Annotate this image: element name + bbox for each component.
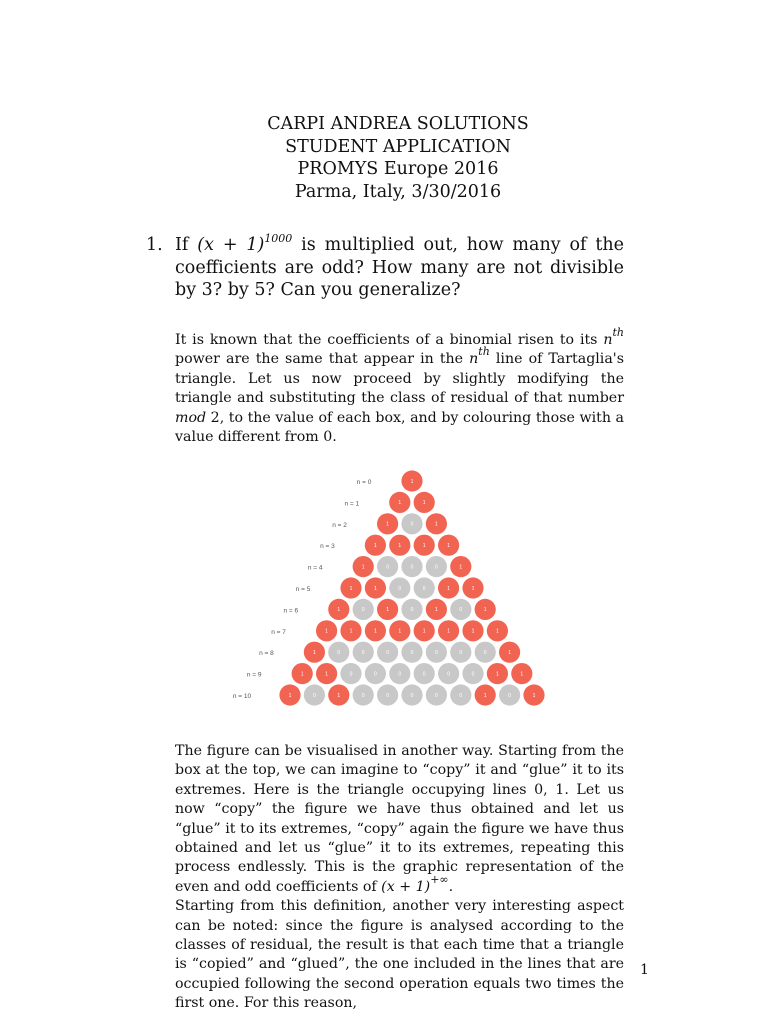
- cell-value: 0: [361, 650, 365, 656]
- question-exponent: 1000: [264, 232, 293, 245]
- cell-value: 1: [398, 628, 402, 635]
- cell-value: 0: [410, 650, 414, 656]
- cell-value: 0: [483, 650, 487, 656]
- explanation-part-2: Starting from this definition, another very interesting aspect can be noted: since the figure is analysed according to the classes of residual, the result is that each time that a triangle is “copied” and “glued”, the one included in the lines that are occupied following the second operation equals two times the first one. For this reason,: [175, 898, 624, 1012]
- cell-value: 0: [361, 692, 365, 699]
- explanation-period: .: [448, 878, 454, 895]
- cell-value: 1: [374, 543, 377, 549]
- cell-value: 0: [410, 607, 414, 614]
- cell-value: 0: [435, 564, 438, 571]
- cell-value: 1: [288, 692, 292, 699]
- program-line: PROMYS Europe 2016: [297, 159, 499, 179]
- cell-value: 1: [410, 478, 414, 485]
- cell-value: 0: [337, 650, 341, 656]
- cell-value: 0: [447, 671, 450, 678]
- mod-number: 2: [206, 409, 220, 426]
- cell-value: 1: [374, 585, 377, 592]
- cell-value: 0: [459, 607, 463, 614]
- cell-value: 1: [337, 692, 341, 699]
- cell-value: 1: [483, 692, 487, 699]
- cell-value: 1: [422, 543, 426, 549]
- cell-value: 1: [471, 585, 475, 592]
- cell-value: 1: [496, 671, 499, 678]
- row-label: n = 8: [259, 650, 274, 658]
- cell-value: 0: [410, 692, 414, 699]
- cell-value: 1: [349, 585, 353, 592]
- cell-value: 1: [508, 650, 511, 656]
- mod-symbol: mod: [175, 409, 207, 426]
- cell-value: 0: [459, 650, 463, 656]
- cell-value: 0: [410, 521, 414, 528]
- row-label: n = 7: [271, 628, 286, 636]
- cell-value: 1: [349, 628, 353, 635]
- intro-text-1: It is known that the coefficients of a binomial risen to its: [175, 332, 604, 348]
- explanation-expression: (x + 1): [381, 878, 431, 895]
- cell-value: 1: [300, 671, 304, 678]
- cell-value: 0: [508, 692, 511, 699]
- row-label: n = 10: [232, 693, 252, 700]
- cell-value: 1: [374, 628, 377, 635]
- cell-value: 0: [459, 692, 463, 699]
- cell-value: 1: [398, 500, 402, 507]
- cell-value: 0: [361, 607, 365, 614]
- application-line: STUDENT APPLICATION: [285, 136, 511, 157]
- pascal-triangle-mod2-figure: [200, 465, 575, 715]
- cell-value: 0: [374, 671, 377, 678]
- row-label: n = 4: [307, 564, 323, 572]
- nth-symbol: n: [469, 351, 479, 368]
- cell-value: 1: [325, 628, 328, 635]
- nth-superscript: th: [612, 326, 624, 339]
- cell-value: 1: [386, 521, 389, 528]
- cell-value: 1: [459, 564, 463, 571]
- cell-value: 1: [435, 521, 438, 528]
- cell-value: 1: [496, 628, 499, 635]
- question-part-1: If: [175, 235, 198, 255]
- cell-value: 1: [361, 564, 365, 571]
- explanation-part-1: [175, 742, 624, 897]
- intro-text-4: , to the value of each box, and by colouring those with a value different from 0.: [175, 409, 624, 446]
- cell-value: 1: [447, 585, 450, 592]
- explanation-text-1: The figure can be visualised in another way. Starting from the box at the top, we can imagine to “copy” it and “glue” it to its extremes. Here is the triangle occupying lines 0, 1. Let us now “copy” the figure we have thus obtained and let us “glue” it to its extremes, “copy” again the figure we have thus obtained and let us “glue” it to its extremes, repeating this process endlessly. This is the graphic representation of the even and odd coefficients of: [175, 743, 624, 895]
- cell-value: 1: [313, 650, 316, 656]
- cell-value: 1: [422, 628, 426, 635]
- cell-value: 0: [386, 692, 389, 699]
- cell-value: 1: [447, 628, 450, 635]
- cell-value: 0: [422, 585, 426, 592]
- cell-value: 1: [435, 607, 438, 614]
- cell-value: 1: [422, 500, 426, 507]
- question-expression: (x + 1): [197, 235, 265, 255]
- intro-paragraph: [175, 326, 624, 447]
- question-part-2: is multiplied out, how many of the coefficients are odd? How many are not divisible by 3? by 5? Can you generalize?: [175, 235, 625, 300]
- row-label: n = 9: [246, 671, 262, 679]
- row-label: n = 3: [320, 543, 335, 551]
- page-number: 1: [640, 962, 649, 978]
- explanation-exponent: +∞: [430, 872, 449, 886]
- cell-value: 1: [471, 628, 475, 635]
- cell-value: 1: [337, 607, 341, 614]
- cell-value: 1: [532, 692, 536, 699]
- cell-value: 0: [435, 650, 438, 656]
- nth-superscript: th: [478, 345, 490, 359]
- cell-value: 0: [349, 671, 353, 678]
- row-label: n = 5: [295, 586, 311, 593]
- place-date-line: Parma, Italy, 3/30/2016: [294, 181, 502, 202]
- intro-text-2: power are the same that appear in the: [175, 351, 470, 368]
- cell-value: 1: [386, 607, 389, 614]
- cell-value: 0: [471, 671, 475, 678]
- explanation-paragraph: [175, 742, 624, 1014]
- row-label: n = 6: [283, 607, 299, 615]
- row-label: n = 1: [344, 500, 360, 508]
- question-number: 1.: [146, 235, 163, 255]
- question-text: [175, 234, 624, 302]
- row-label: n = 0: [356, 479, 372, 486]
- question-1: [148, 234, 624, 302]
- cell-value: 1: [520, 671, 524, 678]
- cell-value: 1: [447, 543, 450, 549]
- cell-value: 1: [483, 607, 487, 614]
- nth-symbol: n: [603, 332, 613, 348]
- intro-text-3: line of Tartaglia's triangle. Let us now proceed by slightly modifying the triangle and substituting the class of residual of that number: [175, 351, 624, 407]
- cell-value: 0: [313, 692, 316, 699]
- author-line: CARPI ANDREA SOLUTIONS: [267, 114, 529, 134]
- cell-value: 0: [410, 564, 414, 571]
- row-label: n = 2: [332, 521, 347, 529]
- cell-value: 0: [398, 671, 402, 678]
- cell-value: 0: [386, 650, 389, 656]
- cell-value: 0: [422, 671, 426, 678]
- cell-value: 0: [386, 564, 389, 571]
- cell-value: 1: [325, 671, 328, 678]
- cell-value: 0: [435, 692, 438, 699]
- document-header: [0, 113, 768, 203]
- cell-value: 1: [398, 543, 402, 549]
- cell-value: 0: [398, 585, 402, 592]
